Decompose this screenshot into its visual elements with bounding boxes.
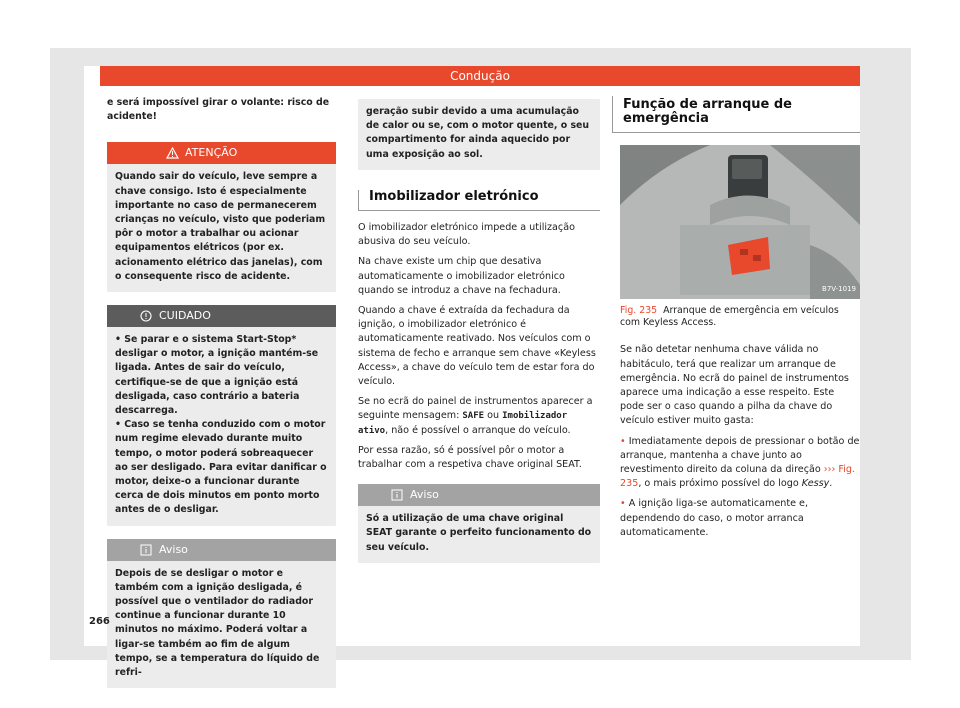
cuidado-body (107, 327, 336, 526)
figure-reference-link[interactable]: ››› Fig. 235 (620, 464, 855, 490)
paragraph-message: Se no ecrã do painel de instrumentos aparecer a seguinte mensagem: SAFE ou Imobilizador ativo, não é possível o arranque do veículo. (358, 396, 593, 436)
aviso-title-2: Aviso (410, 488, 439, 502)
steering-column-illustration (620, 145, 860, 299)
aviso-text-2: Só a utilização de uma chave original SEAT garante o perfeito funcionamento do seu veículo. (366, 513, 592, 553)
atencao-title: ATENÇÃO (185, 146, 238, 160)
aviso-box (107, 539, 336, 689)
figure-caption (620, 305, 860, 329)
paragraph: Se não detetar nenhuma chave válida no habitáculo, terá que realizar um arranque de emergência. No ecrã do painel de instrumentos aparece uma indicação a esse respeito. Este pode ser o caso quando a pilha da chave do veículo estiver muito gasta: (620, 344, 849, 427)
aviso-continuation-box (358, 99, 600, 170)
bullet-icon: • (620, 435, 629, 447)
image-code: B7V-1019 (822, 285, 856, 294)
note-icon (139, 543, 153, 557)
bullet-icon: • (620, 498, 629, 510)
atencao-text: Quando sair do veículo, leve sempre a chave consigo. Isto é especialmente importante no caso de permanecerem crianças no veículo, visto que poderiam pôr o motor a trabalhar ou acionar equipamentos elétricos (por ex. acionamento elétrico das janelas), com o consequente risco de acidente. (115, 171, 326, 282)
figure-label: Fig. 235 (620, 305, 658, 317)
chapter-header: Condução (100, 66, 860, 86)
bullet-icon: • (115, 419, 125, 431)
atencao-box (107, 142, 336, 292)
middle-column (358, 99, 600, 563)
right-text (620, 343, 860, 540)
cuidado-item: • Se parar e o sistema Start-Stop* desligar o motor, a ignição mantém-se ligada. Antes de sair do veículo, certifique-se de que a ignição está desligada, caso contrário a bateria descarrega. (115, 334, 319, 417)
section-title-arranque: Função de arranque de emergência (623, 97, 792, 127)
page-number: 266 (89, 616, 110, 627)
section-title-imobilizador: Imobilizador eletrónico (369, 188, 539, 204)
note-icon (390, 488, 404, 502)
section-heading-box (358, 190, 600, 211)
bullet-item: • A ignição liga-se automaticamente e, dependendo do caso, o motor arranca automaticamente. (620, 498, 809, 538)
info-circle-icon (139, 309, 153, 323)
bullet-item: • Imediatamente depois de pressionar o botão de arranque, mantenha a chave junto ao revestimento direito da coluna da direção ››› Fig. 235, o mais próximo possível do logo Kessy. (620, 435, 860, 490)
cuidado-title: CUIDADO (159, 308, 211, 322)
message-imobilizador: Imobilizador ativo (358, 411, 568, 436)
paragraph: Na chave existe um chip que desativa automaticamente o imobilizador eletrónico quando se introduz a chave na fechadura. (358, 256, 565, 296)
aviso-header (107, 539, 336, 561)
aviso-text: Depois de se desligar o motor e também com a ignição desligada, é possível que o ventilador do radiador continue a funcionar durante 10 minutos no máximo. Poderá voltar a ligar-se também ao fim de algum tempo, se a temperatura do líquido de refri- (115, 567, 320, 679)
aviso-header-2 (358, 484, 600, 506)
aviso-title: Aviso (159, 542, 188, 556)
figure-235-image (620, 145, 860, 299)
kessy-logo-text: Kessy (801, 478, 830, 490)
left-column (107, 96, 336, 688)
intro-continuation: e será impossível girar o volante: risco de acidente! (107, 97, 330, 123)
atencao-header (107, 142, 336, 164)
figure-caption-text: Arranque de emergência em veículos com Keyless Access. (620, 305, 839, 329)
message-safe: SAFE (462, 411, 485, 422)
right-column (612, 96, 860, 546)
cuidado-item: • Caso se tenha conduzido com o motor num regime elevado durante muito tempo, o motor poderá sobreaquecer ao ser desligado. Para evitar danificar o motor, deixe-o a funcionar durante cerca de dois minutos em ponto morto antes de o desligar. (115, 419, 327, 516)
paragraph: O imobilizador eletrónico impede a utilização abusiva do seu veículo. (358, 222, 575, 248)
cuidado-header (107, 305, 336, 327)
paragraph: Por essa razão, só é possível pôr o motor a trabalhar com a respetiva chave original SEAT. (358, 444, 582, 471)
warning-icon (165, 146, 179, 160)
cuidado-box (107, 305, 336, 526)
aviso-continuation-text: geração subir devido a uma acumulação de calor ou se, com o motor quente, o seu compartimento for ainda aquecido por uma exposição ao sol. (366, 106, 590, 160)
paragraph: Quando a chave é extraída da fechadura da ignição, o imobilizador eletrónico é automaticamente reativado. Nos veículos com o sistema de fecho e arranque sem chave «Keyless Access», a chave do veículo tem de estar fora do veículo. (358, 305, 596, 388)
aviso-box-2 (358, 484, 600, 563)
section-heading-box-2 (612, 96, 860, 133)
bullet-icon: • (115, 334, 125, 346)
